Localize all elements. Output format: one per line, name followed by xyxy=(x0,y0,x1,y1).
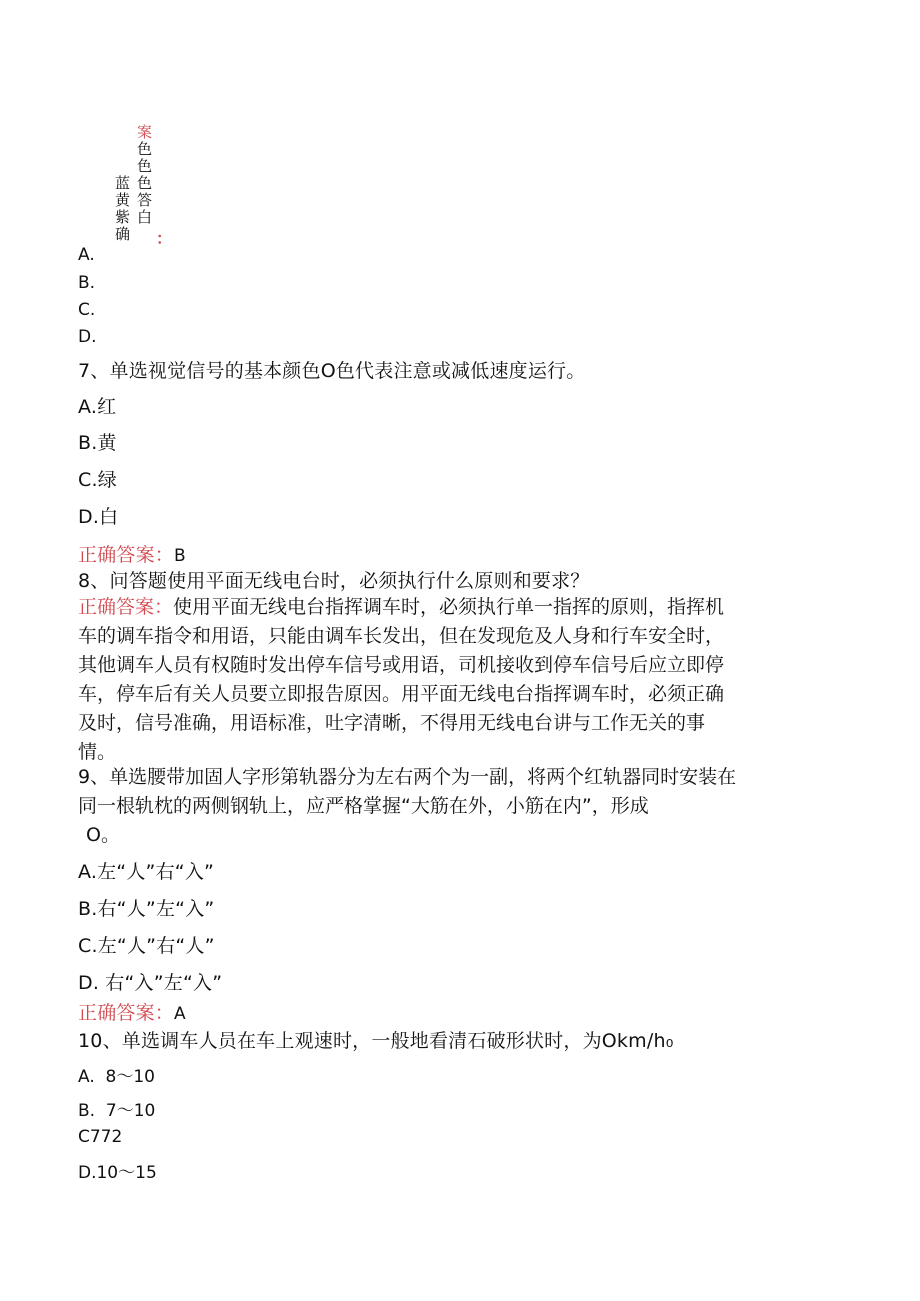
stem-line: O。 xyxy=(86,824,120,846)
q8-stem: 8、问答题使用平面无线电台时，必须执行什么原则和要求？ xyxy=(78,570,590,592)
answer-value: B xyxy=(174,546,186,566)
answer-label: 正确答案： xyxy=(78,596,174,618)
q7-option-d: D.白 xyxy=(78,506,119,528)
answer-line: 情。 xyxy=(78,741,117,763)
vertical-char: 黄 xyxy=(114,191,130,209)
q9-option-c: C.左“人”右“人” xyxy=(78,935,215,957)
answer-label: 正确答案： xyxy=(78,1002,175,1024)
q10-option-c: C772 xyxy=(78,1127,123,1147)
q7-answer xyxy=(78,540,186,567)
answer-line: 其他调车人员有权随时发出停车信号或用语，司机接收到停车信号后应立即停 xyxy=(78,654,725,676)
vertical-char: 色 xyxy=(136,174,152,192)
vertical-char: 色 xyxy=(136,157,152,175)
q6-option-a: A. xyxy=(78,245,95,265)
q7-stem: 7、单选视觉信号的基本颜色O色代表注意或减低速度运行。 xyxy=(78,360,586,382)
q6-option-d: D. xyxy=(78,327,97,347)
vertical-text-left xyxy=(114,175,131,243)
vertical-char: 色 xyxy=(136,140,152,158)
answer-label: 正确答案： xyxy=(78,544,175,566)
vertical-char: 确 xyxy=(114,225,130,243)
q10-option-a: A. 8～10 xyxy=(78,1067,155,1087)
q9-answer xyxy=(78,998,186,1025)
vertical-char: 案 xyxy=(136,123,152,141)
vertical-char: 紫 xyxy=(114,208,130,226)
vertical-colon: ： xyxy=(156,229,173,248)
q10-option-d: D.10～15 xyxy=(78,1163,157,1183)
q9-option-d: D. 右“入”左“入” xyxy=(78,972,223,994)
answer-value: A xyxy=(174,1004,186,1024)
vertical-char: 白 xyxy=(136,208,152,226)
q7-option-b: B.黄 xyxy=(78,432,117,454)
stem-line: 同一根轨枕的两侧钢轨上，应严格掌握“大筋在外，小筋在内”，形成 xyxy=(78,795,649,817)
q10-stem: 10、单选调车人员在车上观速时，一般地看清石破形状时，为Okm∕h₀ xyxy=(78,1030,674,1052)
q8-answer xyxy=(78,593,838,767)
answer-line: 正确答案：使用平面无线电台指挥调车时，必须执行单一指挥的原则，指挥机 xyxy=(78,596,725,618)
answer-line: 车，停车后有关人员要立即报告原因。用平面无线电台指挥调车时，必须正确 xyxy=(78,683,725,705)
q9-option-a: A.左“人”右“入” xyxy=(78,861,215,883)
q6-option-b: B. xyxy=(78,273,96,293)
answer-line: 车的调车指令和用语，只能由调车长发出，但在发现危及人身和行车安全时， xyxy=(78,625,725,647)
vertical-char: 答 xyxy=(136,191,152,209)
q10-option-b: B. 7～10 xyxy=(78,1101,156,1121)
q9-option-b: B.右“人”左“入” xyxy=(78,898,215,920)
q7-option-c: C.绿 xyxy=(78,469,117,491)
vertical-char: 蓝 xyxy=(114,174,130,192)
stem-line: 9、单选腰带加固人字形第轨器分为左右两个为一副，将两个红轨器同时安装在 xyxy=(78,766,737,788)
vertical-text-right xyxy=(136,124,153,226)
q7-option-a: A.红 xyxy=(78,396,117,418)
q9-stem xyxy=(78,763,838,850)
q6-option-c: C. xyxy=(78,300,96,320)
answer-line: 及时，信号准确，用语标准，吐字清晰，不得用无线电台讲与工作无关的事 xyxy=(78,712,706,734)
